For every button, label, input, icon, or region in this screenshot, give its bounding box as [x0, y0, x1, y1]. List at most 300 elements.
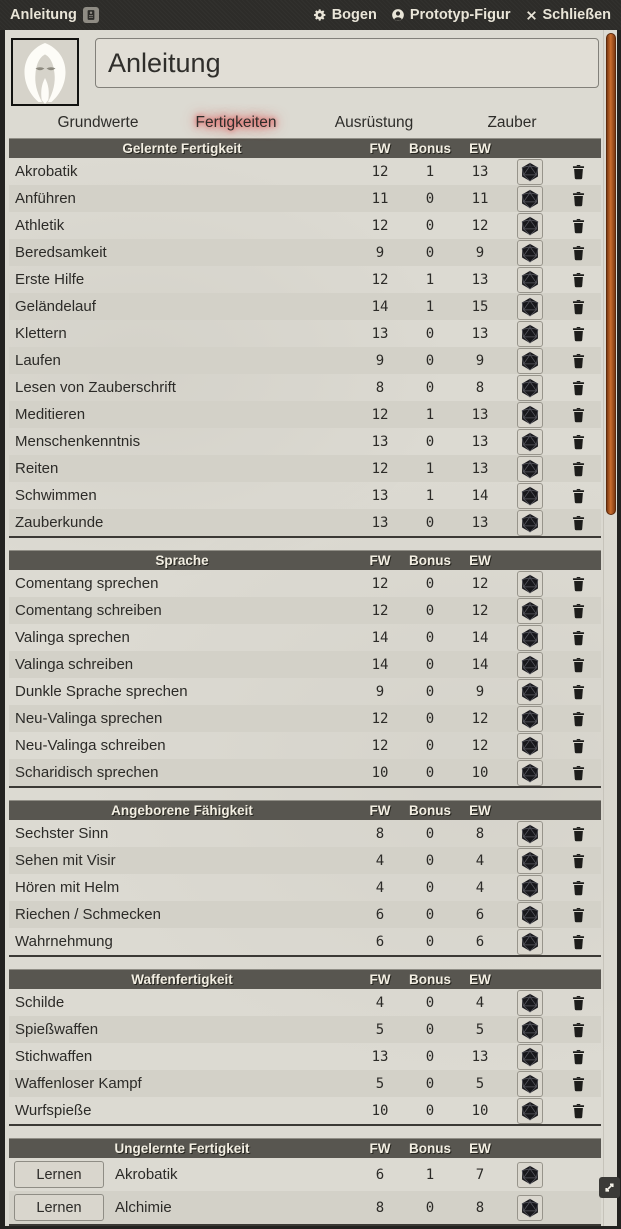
table-header [9, 138, 601, 158]
column-header-bonus: Bonus [409, 972, 451, 987]
roll-cell [505, 1044, 555, 1070]
roll-cell [505, 483, 555, 509]
skill-row [9, 482, 601, 509]
skill-fw-value: 6 [375, 1166, 385, 1183]
delete-skill-button[interactable] [570, 190, 587, 207]
skill-fw-value: 9 [375, 244, 385, 261]
skill-bonus-value: 0 [425, 244, 435, 261]
delete-skill-button[interactable] [570, 514, 587, 531]
skill-bonus-value: 0 [425, 433, 435, 450]
trash-icon [570, 994, 587, 1011]
delete-skill-button[interactable] [570, 994, 587, 1011]
skill-name: Spießwaffen [15, 1021, 99, 1038]
skill-ew-value: 7 [475, 1166, 485, 1183]
skill-row [9, 570, 601, 597]
roll-dice-button[interactable] [517, 375, 543, 401]
skill-row [9, 847, 601, 874]
roll-dice-button[interactable] [517, 598, 543, 624]
d20-icon [520, 405, 540, 425]
delete-cell [555, 710, 601, 727]
skill-row [9, 158, 601, 185]
skill-ew-value: 13 [471, 1048, 489, 1065]
skill-ew-value: 8 [475, 825, 485, 842]
column-header-bonus: Bonus [409, 803, 451, 818]
skill-name: Hören mit Helm [15, 879, 120, 896]
roll-cell [505, 706, 555, 732]
skill-name: Waffenloser Kampf [15, 1075, 142, 1092]
scrollbar-thumb[interactable] [606, 33, 616, 515]
skill-row [9, 509, 601, 536]
trash-icon [570, 379, 587, 396]
trash-icon [570, 933, 587, 950]
column-header-bonus: Bonus [409, 141, 451, 156]
bogen-button[interactable] [313, 7, 377, 23]
roll-dice-button[interactable] [517, 1162, 543, 1188]
column-header-ew: EW [469, 553, 491, 568]
roll-cell [505, 267, 555, 293]
roll-dice-button[interactable] [517, 990, 543, 1016]
skill-table-section [9, 138, 601, 538]
skill-bonus-value: 0 [425, 379, 435, 396]
skill-fw-value: 12 [371, 602, 389, 619]
roll-cell [505, 348, 555, 374]
delete-cell [555, 852, 601, 869]
skill-row [9, 1043, 601, 1070]
d20-icon [520, 824, 540, 844]
unlearned-table-section [9, 1138, 601, 1226]
delete-cell [555, 1021, 601, 1038]
delete-skill-button[interactable] [570, 906, 587, 923]
skill-row [9, 901, 601, 928]
skill-bonus-value: 0 [425, 906, 435, 923]
delete-cell [555, 244, 601, 261]
column-header-fw: FW [369, 141, 391, 156]
gear-icon [313, 8, 327, 22]
roll-cell [505, 1071, 555, 1097]
skill-name: Sechster Sinn [15, 825, 109, 842]
roll-dice-button[interactable] [517, 848, 543, 874]
skill-fw-value: 5 [375, 1075, 385, 1092]
skill-row [9, 320, 601, 347]
d20-icon [520, 459, 540, 479]
d20-icon [520, 1074, 540, 1094]
skill-name: Neu-Valinga sprechen [15, 710, 163, 727]
delete-skill-button[interactable] [570, 602, 587, 619]
roll-dice-button[interactable] [517, 159, 543, 185]
skill-row [9, 759, 601, 786]
skill-ew-value: 14 [471, 656, 489, 673]
roll-dice-button[interactable] [517, 1017, 543, 1043]
d20-icon [520, 763, 540, 783]
delete-skill-button[interactable] [570, 271, 587, 288]
trash-icon [570, 852, 587, 869]
sheet-header [11, 38, 599, 106]
delete-skill-button[interactable] [570, 163, 587, 180]
roll-dice-button[interactable] [517, 1195, 543, 1221]
roll-dice-button[interactable] [517, 348, 543, 374]
trash-icon [570, 656, 587, 673]
delete-skill-button[interactable] [570, 656, 587, 673]
roll-cell [505, 733, 555, 759]
delete-cell [555, 906, 601, 923]
d20-icon [520, 432, 540, 452]
learn-button[interactable]: Lernen [14, 1161, 104, 1188]
delete-skill-button[interactable] [570, 1021, 587, 1038]
skill-ew-value: 13 [471, 325, 489, 342]
skill-row [9, 401, 601, 428]
table-header [9, 550, 601, 570]
delete-cell [555, 764, 601, 781]
delete-skill-button[interactable] [570, 487, 587, 504]
titlebar[interactable] [0, 0, 621, 30]
skill-bonus-value: 0 [425, 825, 435, 842]
skill-fw-value: 12 [371, 163, 389, 180]
skill-fw-value: 14 [371, 656, 389, 673]
trash-icon [570, 764, 587, 781]
d20-icon [520, 486, 540, 506]
delete-skill-button[interactable] [570, 1102, 587, 1119]
prototyp-figur-button[interactable] [391, 7, 511, 23]
skill-name: Beredsamkeit [15, 244, 107, 261]
skill-bonus-value: 0 [425, 629, 435, 646]
trash-icon [570, 271, 587, 288]
skill-name: Dunkle Sprache sprechen [15, 683, 188, 700]
roll-cell [505, 571, 555, 597]
d20-icon [520, 655, 540, 675]
skill-ew-value: 4 [475, 852, 485, 869]
resize-handle[interactable] [599, 1177, 620, 1198]
table-header [9, 800, 601, 820]
delete-skill-button[interactable] [570, 217, 587, 234]
trash-icon [570, 406, 587, 423]
column-header-ew: EW [469, 803, 491, 818]
delete-cell [555, 1075, 601, 1092]
skill-ew-value: 12 [471, 602, 489, 619]
skill-ew-value: 13 [471, 406, 489, 423]
d20-icon [520, 1198, 540, 1218]
delete-cell [555, 190, 601, 207]
skill-fw-value: 9 [375, 683, 385, 700]
skill-bonus-value: 0 [425, 1048, 435, 1065]
skill-fw-value: 8 [375, 825, 385, 842]
d20-icon [520, 851, 540, 871]
roll-dice-button[interactable] [517, 706, 543, 732]
roll-dice-button[interactable] [517, 267, 543, 293]
skill-row [9, 651, 601, 678]
roll-cell [505, 848, 555, 874]
roll-dice-button[interactable] [517, 1071, 543, 1097]
roll-cell [505, 1195, 555, 1221]
delete-skill-button[interactable] [570, 683, 587, 700]
column-header-ew: EW [469, 972, 491, 987]
skill-name: Wurfspieße [15, 1102, 92, 1119]
delete-skill-button[interactable] [570, 379, 587, 396]
roll-cell [505, 875, 555, 901]
skill-row [9, 820, 601, 847]
delete-cell [555, 433, 601, 450]
person-icon [391, 8, 405, 22]
avatar[interactable] [11, 38, 79, 106]
skill-name: Schwimmen [15, 487, 97, 504]
roll-dice-button[interactable] [517, 902, 543, 928]
d20-icon [520, 601, 540, 621]
skill-row [9, 185, 601, 212]
skill-table-section [9, 550, 601, 788]
trash-icon [570, 602, 587, 619]
skill-fw-value: 12 [371, 710, 389, 727]
delete-cell [555, 271, 601, 288]
roll-cell [505, 294, 555, 320]
character-sheet-icon [83, 7, 99, 23]
roll-dice-button[interactable] [517, 402, 543, 428]
delete-cell [555, 656, 601, 673]
schliessen-button[interactable] [525, 7, 612, 23]
delete-skill-button[interactable] [570, 352, 587, 369]
roll-cell [505, 429, 555, 455]
skill-name: Meditieren [15, 406, 86, 423]
skill-ew-value: 13 [471, 433, 489, 450]
roll-cell [505, 598, 555, 624]
skill-ew-value: 13 [471, 163, 489, 180]
skill-ew-value: 14 [471, 487, 489, 504]
roll-dice-button[interactable] [517, 321, 543, 347]
skill-row [9, 1158, 601, 1191]
skill-row [9, 989, 601, 1016]
delete-skill-button[interactable] [570, 825, 587, 842]
roll-cell [505, 213, 555, 239]
roll-dice-button[interactable] [517, 679, 543, 705]
roll-dice-button[interactable] [517, 760, 543, 786]
skill-name: Athletik [15, 217, 65, 234]
delete-cell [555, 879, 601, 896]
trash-icon [570, 710, 587, 727]
roll-cell [505, 510, 555, 536]
trash-icon [570, 325, 587, 342]
delete-skill-button[interactable] [570, 575, 587, 592]
skill-row [9, 705, 601, 732]
column-header-fw: FW [369, 1141, 391, 1156]
window-title-group [10, 7, 99, 23]
delete-cell [555, 217, 601, 234]
roll-dice-button[interactable] [517, 186, 543, 212]
skill-row [9, 239, 601, 266]
trash-icon [570, 1021, 587, 1038]
roll-dice-button[interactable] [517, 294, 543, 320]
skill-fw-value: 6 [375, 933, 385, 950]
trash-icon [570, 879, 587, 896]
skill-name: Sehen mit Visir [15, 852, 116, 869]
table-header [9, 1138, 601, 1158]
skill-bonus-value: 0 [425, 683, 435, 700]
roll-cell [505, 186, 555, 212]
d20-icon [520, 1165, 540, 1185]
skill-name: Comentang sprechen [15, 575, 159, 592]
prototyp-figur-label: Prototyp-Figur [409, 7, 511, 23]
skill-fw-value: 12 [371, 406, 389, 423]
skill-bonus-value: 1 [425, 271, 435, 288]
delete-skill-button[interactable] [570, 298, 587, 315]
skill-row [9, 624, 601, 651]
skill-name: Alchimie [115, 1199, 172, 1216]
skill-name: Laufen [15, 352, 61, 369]
delete-skill-button[interactable] [570, 710, 587, 727]
delete-skill-button[interactable] [570, 460, 587, 477]
roll-dice-button[interactable] [517, 733, 543, 759]
tab-zauber[interactable]: Zauber [487, 114, 537, 131]
roll-dice-button[interactable] [517, 1098, 543, 1124]
skill-row [9, 428, 601, 455]
roll-cell [505, 1162, 555, 1188]
delete-cell [555, 406, 601, 423]
column-header-fw: FW [369, 803, 391, 818]
roll-dice-button[interactable] [517, 429, 543, 455]
roll-dice-button[interactable] [517, 213, 543, 239]
skill-fw-value: 11 [371, 190, 389, 207]
roll-dice-button[interactable] [517, 456, 543, 482]
window-title: Anleitung [10, 7, 77, 23]
skill-ew-value: 6 [475, 906, 485, 923]
roll-dice-button[interactable] [517, 510, 543, 536]
delete-skill-button[interactable] [570, 933, 587, 950]
skill-name: Menschenkenntnis [15, 433, 141, 450]
character-name-input[interactable] [95, 38, 599, 88]
skill-name: Anführen [15, 190, 76, 207]
trash-icon [570, 244, 587, 261]
hooded-figure-icon [13, 40, 77, 104]
skill-name: Reiten [15, 460, 59, 477]
skill-row [9, 455, 601, 482]
d20-icon [520, 324, 540, 344]
table-title: Ungelernte Fertigkeit [114, 1141, 250, 1156]
skill-name: Neu-Valinga schreiben [15, 737, 166, 754]
roll-cell [505, 990, 555, 1016]
skill-bonus-value: 1 [425, 460, 435, 477]
skill-bonus-value: 0 [425, 737, 435, 754]
trash-icon [570, 190, 587, 207]
titlebar-actions [313, 7, 611, 23]
tab-grundwerte[interactable]: Grundwerte [57, 114, 139, 131]
delete-cell [555, 163, 601, 180]
roll-dice-button[interactable] [517, 571, 543, 597]
delete-skill-button[interactable] [570, 325, 587, 342]
skill-fw-value: 5 [375, 1021, 385, 1038]
trash-icon [570, 163, 587, 180]
delete-cell [555, 514, 601, 531]
trash-icon [570, 433, 587, 450]
trash-icon [570, 737, 587, 754]
delete-cell [555, 933, 601, 950]
skill-bonus-value: 0 [425, 994, 435, 1011]
roll-dice-button[interactable] [517, 625, 543, 651]
skill-fw-value: 8 [375, 1199, 385, 1216]
d20-icon [520, 878, 540, 898]
trash-icon [570, 1102, 587, 1119]
roll-dice-button[interactable] [517, 875, 543, 901]
skill-row [9, 1016, 601, 1043]
delete-cell [555, 460, 601, 477]
roll-dice-button[interactable] [517, 1044, 543, 1070]
skill-name: Valinga sprechen [15, 629, 130, 646]
roll-cell [505, 1017, 555, 1043]
delete-skill-button[interactable] [570, 1075, 587, 1092]
skill-row [9, 1191, 601, 1224]
d20-icon [520, 513, 540, 533]
skill-bonus-value: 0 [425, 656, 435, 673]
d20-icon [520, 1101, 540, 1121]
delete-cell [555, 352, 601, 369]
bogen-label: Bogen [331, 7, 377, 23]
roll-dice-button[interactable] [517, 240, 543, 266]
roll-dice-button[interactable] [517, 929, 543, 955]
skill-row [9, 347, 601, 374]
skill-row [9, 1070, 601, 1097]
skill-row [9, 732, 601, 759]
roll-dice-button[interactable] [517, 652, 543, 678]
skill-ew-value: 13 [471, 271, 489, 288]
d20-icon [520, 270, 540, 290]
delete-skill-button[interactable] [570, 1048, 587, 1065]
tab-fertigkeiten[interactable]: Fertigkeiten [195, 114, 277, 131]
resize-icon [603, 1181, 616, 1194]
skill-fw-value: 4 [375, 852, 385, 869]
roll-cell [505, 625, 555, 651]
delete-cell [555, 575, 601, 592]
skill-fw-value: 12 [371, 271, 389, 288]
roll-cell [505, 375, 555, 401]
tab-bar [29, 112, 581, 134]
skill-name: Stichwaffen [15, 1048, 93, 1065]
delete-skill-button[interactable] [570, 244, 587, 261]
delete-skill-button[interactable] [570, 433, 587, 450]
delete-cell [555, 1102, 601, 1119]
table-title: Waffenfertigkeit [131, 972, 233, 987]
scrollbar[interactable] [603, 30, 617, 1226]
skill-name: Akrobatik [115, 1166, 178, 1183]
skill-row [9, 874, 601, 901]
delete-cell [555, 737, 601, 754]
delete-cell [555, 298, 601, 315]
roll-cell [505, 402, 555, 428]
skill-name: Akrobatik [15, 163, 78, 180]
d20-icon [520, 574, 540, 594]
delete-skill-button[interactable] [570, 879, 587, 896]
skill-ew-value: 4 [475, 994, 485, 1011]
delete-skill-button[interactable] [570, 629, 587, 646]
skill-name: Scharidisch sprechen [15, 764, 159, 781]
delete-skill-button[interactable] [570, 737, 587, 754]
skill-ew-value: 5 [475, 1021, 485, 1038]
delete-skill-button[interactable] [570, 852, 587, 869]
roll-cell [505, 679, 555, 705]
d20-icon [520, 1047, 540, 1067]
column-header-ew: EW [469, 1141, 491, 1156]
tab-ausruestung[interactable]: Ausrüstung [334, 114, 414, 131]
skill-fw-value: 9 [375, 352, 385, 369]
skill-ew-value: 11 [471, 190, 489, 207]
skill-fw-value: 12 [371, 737, 389, 754]
d20-icon [520, 932, 540, 952]
skill-bonus-value: 1 [425, 487, 435, 504]
delete-cell [555, 994, 601, 1011]
trash-icon [570, 575, 587, 592]
roll-dice-button[interactable] [517, 483, 543, 509]
learn-button[interactable]: Lernen [14, 1194, 104, 1221]
skill-fw-value: 6 [375, 906, 385, 923]
delete-skill-button[interactable] [570, 406, 587, 423]
trash-icon [570, 1075, 587, 1092]
roll-dice-button[interactable] [517, 821, 543, 847]
delete-skill-button[interactable] [570, 764, 587, 781]
